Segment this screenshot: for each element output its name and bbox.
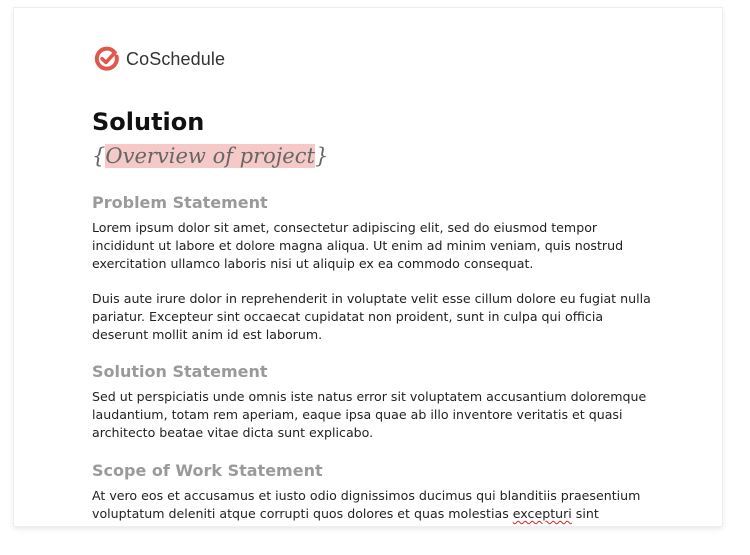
subtitle-open-brace: { (92, 144, 106, 168)
scope-paragraph-1[interactable] (92, 487, 652, 523)
problem-paragraph-2[interactable]: Duis aute irure dolor in reprehenderit in voluptate velit esse cillum dolore eu fugiat nulla pariatur. Excepteur sint occaecat cupidatat non proident, sunt in culpa qui officia deserunt mollit anim id est laborum. (92, 291, 651, 342)
subtitle-highlight[interactable]: Overview of project (105, 144, 315, 168)
subtitle-close-brace: } (314, 144, 329, 168)
coschedule-logo (94, 46, 225, 72)
section-heading-problem: Problem Statement (92, 193, 268, 212)
document-page (14, 8, 722, 526)
section-heading-solution: Solution Statement (92, 362, 268, 381)
document-title: Solution (92, 108, 205, 136)
scope-text-before: At vero eos et accusamus et iusto odio dignissimos ducimus qui blanditiis praesentium voluptatum deleniti atque corrupti quos dolores et quas molestias (92, 488, 641, 521)
coschedule-check-logo-icon (94, 46, 120, 72)
problem-paragraph-1[interactable]: Lorem ipsum dolor sit amet, consectetur adipiscing elit, sed do eiusmod tempor incididunt ut labore et dolore magna aliqua. Ut enim ad minim veniam, quis nostrud exercitation ullamco laboris nisi ut aliquip ex ea commodo consequat. (92, 220, 624, 271)
logo-text: CoSchedule (126, 48, 226, 69)
document-subtitle[interactable] (92, 144, 328, 168)
section-heading-scope: Scope of Work Statement (92, 461, 323, 480)
solution-paragraph-1[interactable]: Sed ut perspiciatis unde omnis iste natus error sit voluptatem accusantium doloremque laudantium, totam rem aperiam, eaque ipsa quae ab illo inventore veritatis et quasi architecto beatae vitae dicta sunt explicabo. (92, 389, 647, 440)
spellcheck-flagged-word[interactable]: excepturi (512, 506, 572, 521)
scope-text-after: sint (571, 506, 599, 521)
